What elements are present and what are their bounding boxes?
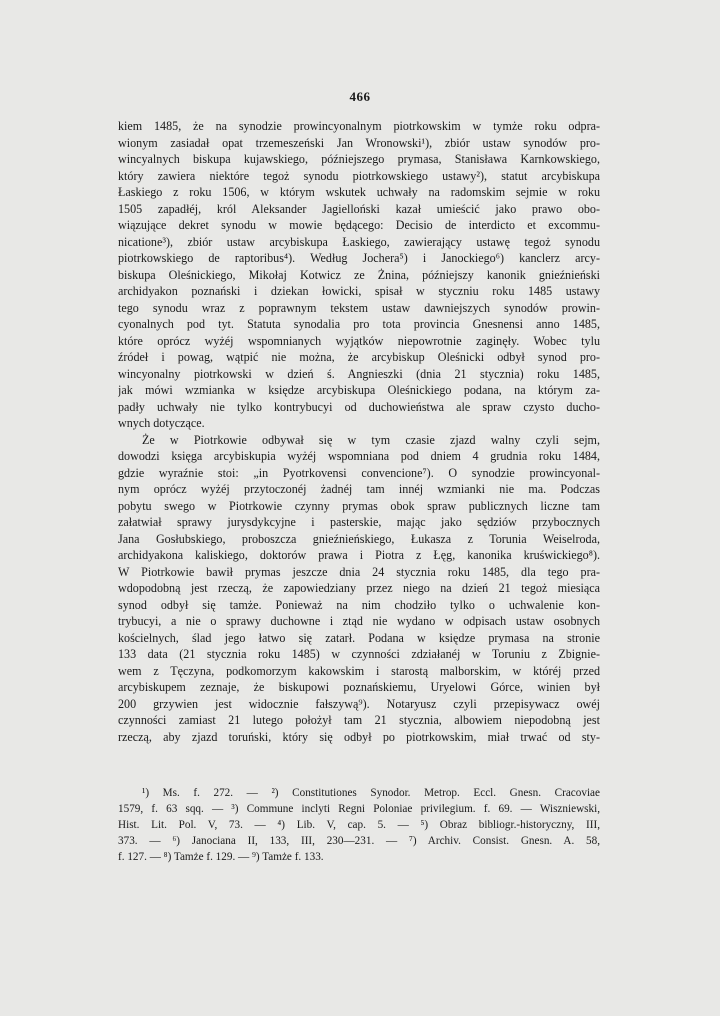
text-line: Że w Piotrkowie odbywał się w tym czasie zjazd walny czyli sejm, (142, 432, 600, 447)
text-line: kiem 1485, że na synodzie prowincyonalnym piotrkowskim w tymże roku odpra- (118, 119, 600, 133)
text-line: pobytu swego w Piotrkowie czynny prymas obok spraw publicznych liczne tam (118, 498, 600, 513)
body-text (118, 118, 600, 745)
footnote-line: ¹) Ms. f. 272. — ²) Constitutiones Synodor. Metrop. Eccl. Gnesn. Cracoviae (142, 787, 600, 799)
text-line: wiązujące dekret synodu w mowie będącego: Decisio de interdicto et excommu- (118, 218, 600, 232)
footnote-line: 373. — ⁶) Janociana II, 133, III, 230—231. — ⁷) Archiv. Consist. Gnesn. A. 58, (118, 835, 600, 847)
text-line: dowodzi księga arcybiskupia wyżéj wspomniana pod dniem 4 grudnia roku 1484, (118, 449, 600, 463)
text-line: który zawiera niektóre tegoż synodu piotrkowskiego ustawy²), statut arcybiskupa (118, 168, 600, 183)
text-line: gdzie wyraźnie stoi: „in Pyotrkovensi convencione⁷). O synodzie prowincyonal- (118, 465, 600, 480)
text-line: nicatione³), zbiór ustaw arcybiskupa Łaskiego, zawierający ustawę tegoż synodu (118, 234, 600, 249)
text-line: załatwiał sprawy jurysdykcyjne i pasterskie, mając jako sędziów przybocznych (118, 515, 600, 529)
footnotes (118, 785, 600, 865)
page-number: 466 (349, 89, 371, 104)
text-line: wdopodobną jest rzeczą, że zapowiedziany przez niego na dzień 21 tegoż miesiąca (118, 581, 600, 595)
text-line: kościelnych, ślad jego łatwo się zatarł. Podana w księdze prymasa na stronie (118, 630, 600, 645)
text-line: wincyalnych biskupa kujawskiego, późniejszego prymasa, Stanisława Karnkowskiego, (118, 152, 600, 166)
text-line: jak mówi wzmianka w księdze arcybiskupa Oleśnickiego podana, na którym za- (118, 383, 600, 397)
text-line: nym oprócz wyżéj przytoczonéj żadnéj tam innéj wzmianki nie ma. Podczas (118, 482, 600, 496)
footnote-line: f. 127. — ⁸) Tamże f. 129. — ⁹) Tamże f. 133. (118, 851, 324, 863)
text-line: cyonalnych pod tyt. Statuta synodalia pro tota provincia Gnesnensi anno 1485, (118, 317, 600, 331)
text-line: piotrkowskiego de raptoribus⁴). Według Jochera⁵) i Janockiego⁶) kanclerz arcy- (118, 251, 600, 265)
text-line: synod odbył się tamże. Ponieważ na nim chodziło tylko o uchwalenie kon- (118, 597, 600, 612)
text-line: W Piotrkowie bawił prymas jeszcze dnia 24 stycznia roku 1485, dla tego pra- (118, 564, 600, 579)
text-line: Jana Gosłubskiego, proboszcza gnieźnieńskiego, Łukasza z Torunia Weiselroda, (118, 531, 600, 546)
text-line: padły uchwały nie tylko kontrybucyi od duchowieństwa ale spraw czysto ducho- (118, 399, 600, 414)
text-line: 133 data (21 stycznia roku 1485) w czynności zdziałanéj w Toruniu z Zbignie- (118, 647, 600, 661)
text-line: archidyakona kaliskiego, doktorów prawa i Piotra z Łęg, kanonika kruświckiego⁸). (118, 548, 600, 562)
footnote-line: Hist. Lit. Pol. V, 73. — ⁴) Lib. V, cap. 5. — ⁵) Obraz bibliogr.-historyczny, III, (118, 819, 600, 831)
text-line: Łaskiego z roku 1506, w którym wskutek uchwały na radomskim sejmie w roku (118, 185, 600, 199)
text-line: 200 grzywien jest widocznie fałszywą⁹). Notaryusz czyli przepisywacz owéj (118, 696, 600, 711)
text-line: czynności zamiast 21 lutego położył tam 21 stycznia, albowiem niepodobną jest (118, 713, 600, 727)
paragraph-1 (118, 118, 600, 432)
text-line: archidyakon poznański i dziekan łowicki, spisał w styczniu roku 1485 ustawy (118, 284, 600, 298)
text-line: wionym zasiadał opat trzemeszeński Jan Wronowski¹), zbiór ustaw synodów pro- (118, 135, 600, 150)
text-line: 1505 zapadłéj, król Aleksander Jagielloński kazał umieścić jako prawo obo- (118, 201, 600, 216)
text-line: które oprócz wyżéj wspomnianych wyjątków niepowrotnie zaginęły. Wobec tylu (118, 333, 600, 348)
text-line: źródeł i powag, wątpić nie można, że arcybiskup Oleśnicki odbył synod pro- (118, 350, 600, 364)
text-line: trybucyi, a nie o sprawy duchowne i ztąd nie wydano w odpisach ustaw osobnych (118, 614, 600, 628)
text-line: wem z Tęczyna, podkomorzym kakowskim i starostą malborskim, w któréj przed (118, 663, 600, 678)
text-line: wnych dotyczące. (118, 416, 205, 430)
text-line: tego synodu wraz z poprawnym tekstem ustaw dawniejszych synodów prowin- (118, 300, 600, 315)
text-line: biskupa Oleśnickiego, Mikołaj Kotwicz ze Żnina, późniejszy kanonik gnieźnieński (118, 267, 600, 282)
text-line: rzeczą, aby zjazd toruński, który się odbył po piotrkowskim, miał trwać od sty- (118, 729, 600, 744)
text-line: wincyonalny piotrkowski w dzień ś. Angnieszki (dnia 21 stycznia) roku 1485, (118, 366, 600, 381)
footnote-line: 1579, f. 63 sqq. — ³) Commune inclyti Regni Poloniae privilegium. f. 69. — Wiszniewski, (118, 803, 600, 815)
text-line: arcybiskupem zeznaje, że biskupowi poznańskiemu, Uryelowi Górce, winien był (118, 680, 600, 694)
paragraph-2 (118, 432, 600, 746)
